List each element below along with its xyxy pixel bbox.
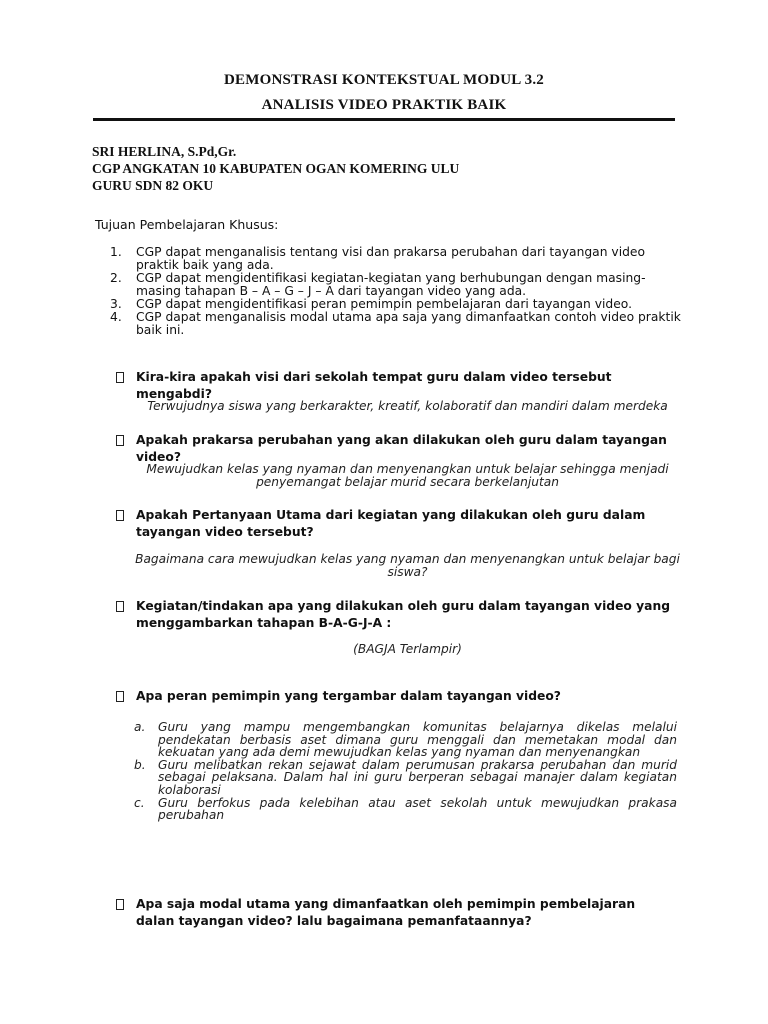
checkbox-icon xyxy=(116,435,124,446)
item-number: 1. xyxy=(110,245,122,259)
objectives-list xyxy=(110,246,690,337)
document-title: DEMONSTRASI KONTEKSTUAL MODUL 3.2 xyxy=(224,72,544,88)
item-text: CGP dapat mengidentifikasi kegiatan-kegiatan yang berhubungan dengan masing-masing tahapan B – A – G – J – A dari tayangan video yang ada. xyxy=(136,271,646,298)
answer-4: (BAGJA Terlampir) xyxy=(353,642,462,656)
checkbox-icon xyxy=(116,601,124,612)
item-letter: a. xyxy=(134,720,146,734)
item-text: Guru yang mampu mengembangkan komunitas belajarnya dikelas melalui pendekatan berbasis aset dimana guru menggali dan memetakan modal dan kekuatan yang ada demi mewujudkan kelas yang nyaman dan menyenangkan xyxy=(158,720,677,760)
question-text: Apakah prakarsa perubahan yang akan dilakukan oleh guru dalam tayangan video? xyxy=(136,433,667,464)
item-text: CGP dapat mengidentifikasi peran pemimpin pembelajaran dari tayangan video. xyxy=(136,297,632,311)
list-item xyxy=(134,759,677,797)
author-name: SRI HERLINA, S.Pd,Gr. xyxy=(92,144,237,159)
question-text: Kegiatan/tindakan apa yang dilakukan oleh guru dalam tayangan video yang menggambarkan tahapan B-A-G-J-A : xyxy=(136,599,671,630)
answer-2: Mewujudkan kelas yang nyaman dan menyenangkan untuk belajar sehingga menjadi penyemangat belajar murid secara berkelanjutan xyxy=(146,462,669,489)
item-text: Guru melibatkan rekan sejawat dalam perumusan prakarsa perubahan dan murid sebagai pelaksana. Dalam hal ini guru berperan sebagai manajer dalam kegiatan kolaborasi xyxy=(158,757,677,797)
question-1 xyxy=(116,369,676,403)
list-item xyxy=(134,721,677,759)
list-item xyxy=(110,246,690,272)
question-5 xyxy=(116,688,676,705)
checkbox-icon xyxy=(116,510,124,521)
objectives-heading: Tujuan Pembelajaran Khusus: xyxy=(95,217,279,232)
question-text: Apa peran pemimpin yang tergambar dalam tayangan video? xyxy=(136,689,561,703)
item-letter: c. xyxy=(134,795,145,810)
item-number: 4. xyxy=(110,310,122,324)
list-item xyxy=(134,797,677,822)
question-6 xyxy=(116,896,676,930)
checkbox-icon xyxy=(116,899,124,910)
item-number: 3. xyxy=(110,297,122,311)
question-3 xyxy=(116,507,676,541)
question-text: Apa saja modal utama yang dimanfaatkan oleh pemimpin pembelajaran dalan tayangan video? lalu bagaimana pemanfataannya? xyxy=(136,897,636,928)
leader-roles-list xyxy=(134,721,677,822)
checkbox-icon xyxy=(116,372,124,383)
author-block xyxy=(92,143,459,194)
answer-1: Terwujudnya siswa yang berkarakter, kreatif, kolaboratif dan mandiri dalam merdeka xyxy=(147,399,668,413)
question-text: Kira-kira apakah visi dari sekolah tempat guru dalam video tersebut mengabdi? xyxy=(136,370,612,401)
list-item xyxy=(110,311,690,337)
item-text: CGP dapat menganalisis tentang visi dan prakarsa perubahan dari tayangan video praktik baik yang ada. xyxy=(136,245,645,272)
title-divider xyxy=(93,118,675,121)
author-cohort: CGP ANGKATAN 10 KABUPATEN OGAN KOMERING ULU xyxy=(92,161,460,176)
item-text: Guru berfokus pada kelebihan atau aset sekolah untuk mewujudkan prakasa perubahan xyxy=(158,795,677,823)
list-item xyxy=(110,272,690,298)
question-text: Apakah Pertanyaan Utama dari kegiatan yang dilakukan oleh guru dalam tayangan video tersebut? xyxy=(136,508,646,539)
answer-3: Bagaimana cara mewujudkan kelas yang nyaman dan menyenangkan untuk belajar bagi siswa? xyxy=(135,552,680,579)
item-number: 2. xyxy=(110,271,122,285)
question-4 xyxy=(116,598,676,632)
document-subtitle: ANALISIS VIDEO PRAKTIK BAIK xyxy=(261,97,507,113)
item-text: CGP dapat menganalisis modal utama apa saja yang dimanfaatkan contoh video praktik baik ini. xyxy=(136,310,681,337)
checkbox-icon xyxy=(116,691,124,702)
author-school: GURU SDN 82 OKU xyxy=(92,178,214,193)
item-letter: b. xyxy=(134,757,146,772)
question-2 xyxy=(116,432,676,466)
